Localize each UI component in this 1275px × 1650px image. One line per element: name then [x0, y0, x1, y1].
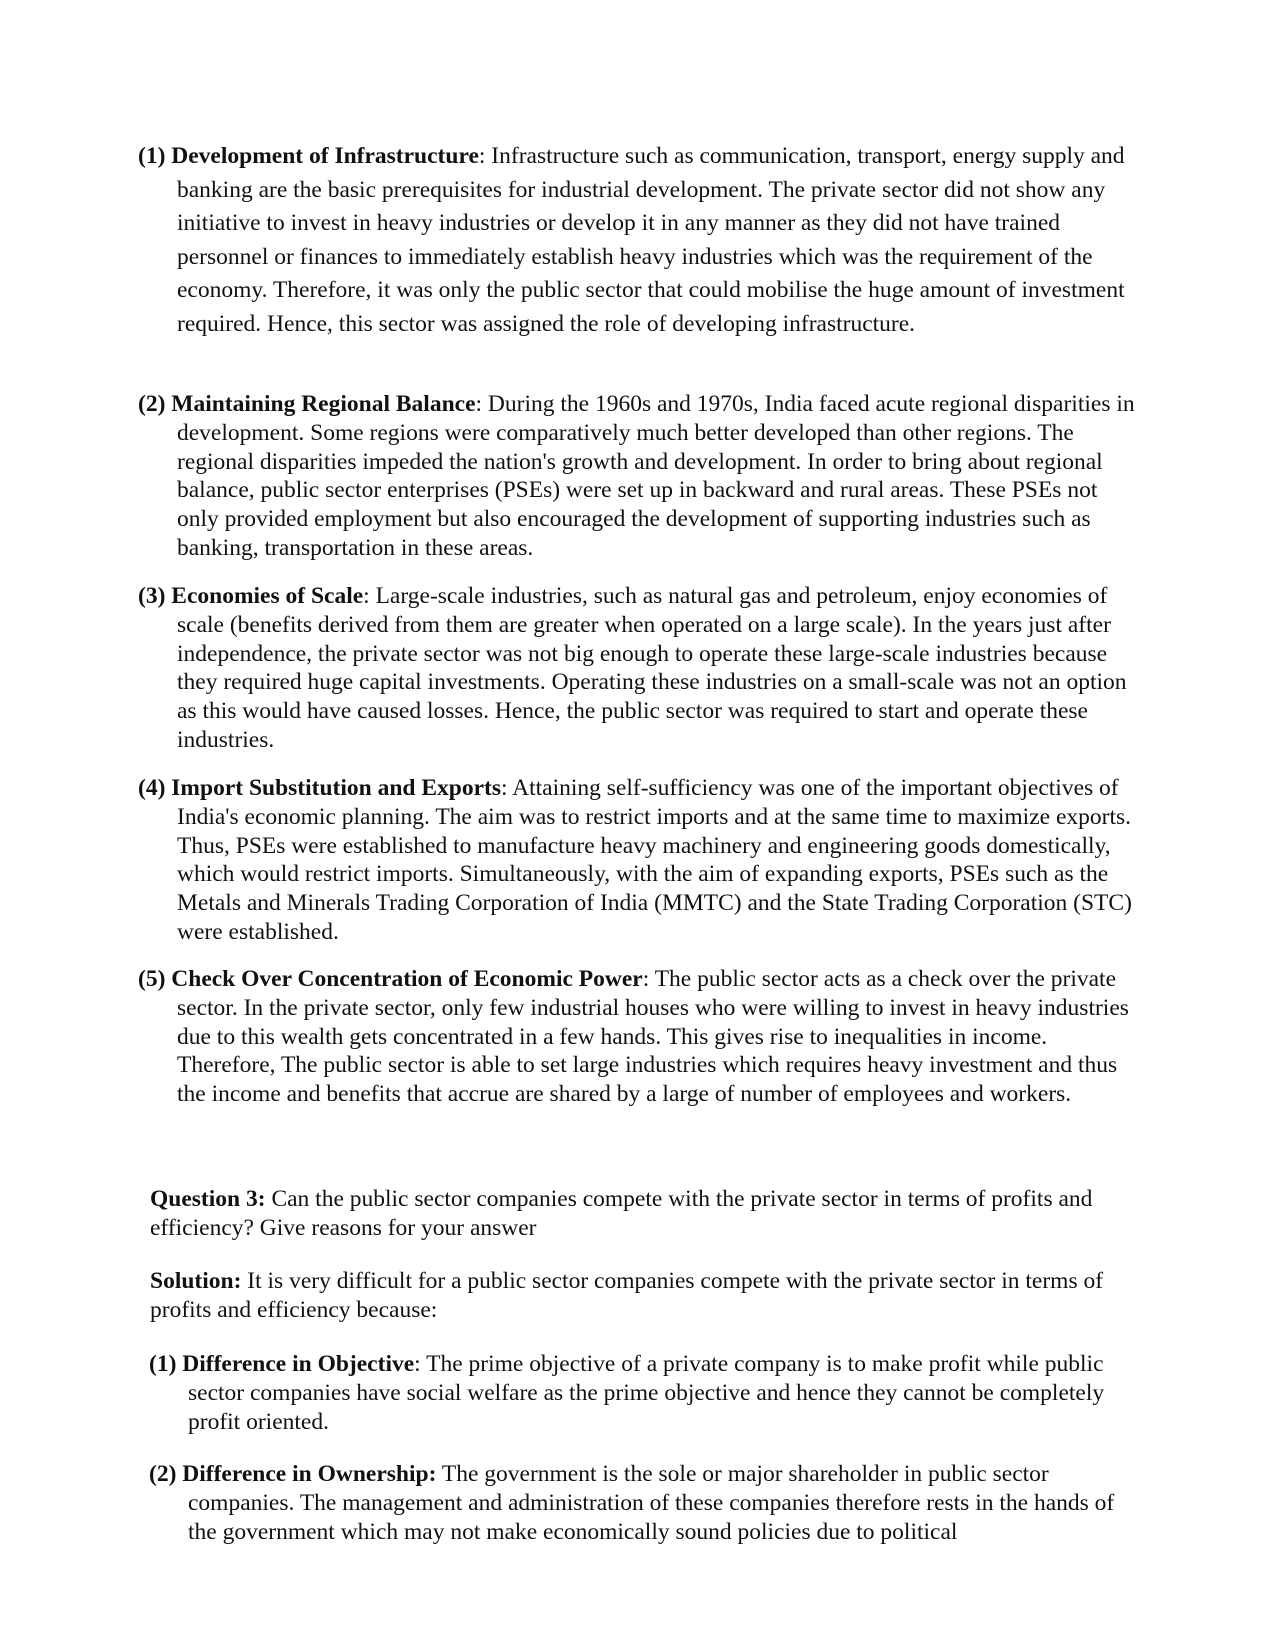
- solution-point-ownership: [149, 1460, 1139, 1546]
- point-heading: Check Over Concentration of Economic Power: [171, 966, 643, 992]
- point-heading: Difference in Objective: [182, 1351, 415, 1377]
- point-import-substitution: [138, 774, 1138, 947]
- point-number: (2): [138, 391, 166, 417]
- point-text: The government is the sole or major shareholder in public sector companies. The management and administration of these companies therefore rests in the hands of the government which may not make economically sound policies due to political: [188, 1461, 1115, 1545]
- solution-text: It is very difficult for a public sector companies compete with the private sector in terms of profits and efficiency because:: [150, 1268, 1104, 1323]
- point-heading: Maintaining Regional Balance: [171, 391, 476, 417]
- point-text: : Large-scale industries, such as natural gas and petroleum, enjoy economies of scale (benefits derived from them are greater when operated on a large scale). In the years just after independence, the private sector was not big enough to operate these large-scale industries because they required huge capital investments. Operating these industries on a small-scale was not an option as this would have caused losses. Hence, the public sector was required to start and operate these industries.: [177, 583, 1127, 753]
- point-text: : Infrastructure such as communication, transport, energy supply and banking are the basic prerequisites for industrial development. The private sector did not show any initiative to invest in heavy industries or develop it in any manner as they did not have trained personnel or finances to immediately establish heavy industries which was the requirement of the economy. Therefore, it was only the public sector that could mobilise the huge amount of investment required. Hence, this sector was assigned the role of developing infrastructure.: [177, 143, 1125, 337]
- point-economies-of-scale: [138, 582, 1138, 755]
- point-number: (5): [138, 966, 166, 992]
- point-heading: Economies of Scale: [171, 583, 364, 609]
- point-text: : The prime objective of a private company is to make profit while public sector companies have social welfare as the prime objective and hence they cannot be completely profit oriented.: [188, 1351, 1105, 1435]
- point-text: : Attaining self-sufficiency was one of the important objectives of India's economic planning. The aim was to restrict imports and at the same time to maximize exports. Thus, PSEs were established to manufacture heavy machinery and engineering goods domestically, which would restrict imports. Simultaneously, with the aim of expanding exports, PSEs such as the Metals and Minerals Trading Corporation of India (MMTC) and the State Trading Corporation (STC) were established.: [177, 775, 1132, 945]
- point-text: : The public sector acts as a check over the private sector. In the private sector, only few industrial houses who were willing to invest in heavy industries due to this wealth gets concentrated in a few hands. This gives rise to inequalities in income. Therefore, The public sector is able to set large industries which requires heavy investment and thus the income and benefits that accrue are shared by a large of number of employees and workers.: [177, 966, 1129, 1108]
- solution-point-objective: [149, 1350, 1139, 1436]
- point-economic-power: [138, 965, 1138, 1109]
- point-number: (3): [138, 583, 166, 609]
- point-infrastructure: [138, 140, 1138, 341]
- point-number: (1): [149, 1351, 177, 1377]
- solution-label: Solution:: [150, 1268, 242, 1294]
- solution: [150, 1267, 1110, 1325]
- point-heading: Import Substitution and Exports: [171, 775, 502, 801]
- point-text: : During the 1960s and 1970s, India faced acute regional disparities in development. Some regions were comparatively much better developed than other regions. The regional disparities impeded the nation's growth and development. In order to bring about regional balance, public sector enterprises (PSEs) were set up in backward and rural areas. These PSEs not only provided employment but also encouraged the development of supporting industries such as banking, transportation in these areas.: [177, 391, 1135, 561]
- point-heading: Difference in Ownership:: [182, 1461, 437, 1487]
- point-number: (1): [138, 143, 166, 169]
- question-3: [150, 1185, 1110, 1243]
- point-regional-balance: [138, 390, 1138, 563]
- point-heading: Development of Infrastructure: [171, 143, 479, 169]
- question-text: Can the public sector companies compete with the private sector in terms of profits and efficiency? Give reasons for your answer: [150, 1186, 1093, 1241]
- question-label: Question 3:: [150, 1186, 266, 1212]
- point-number: (4): [138, 775, 166, 801]
- point-number: (2): [149, 1461, 177, 1487]
